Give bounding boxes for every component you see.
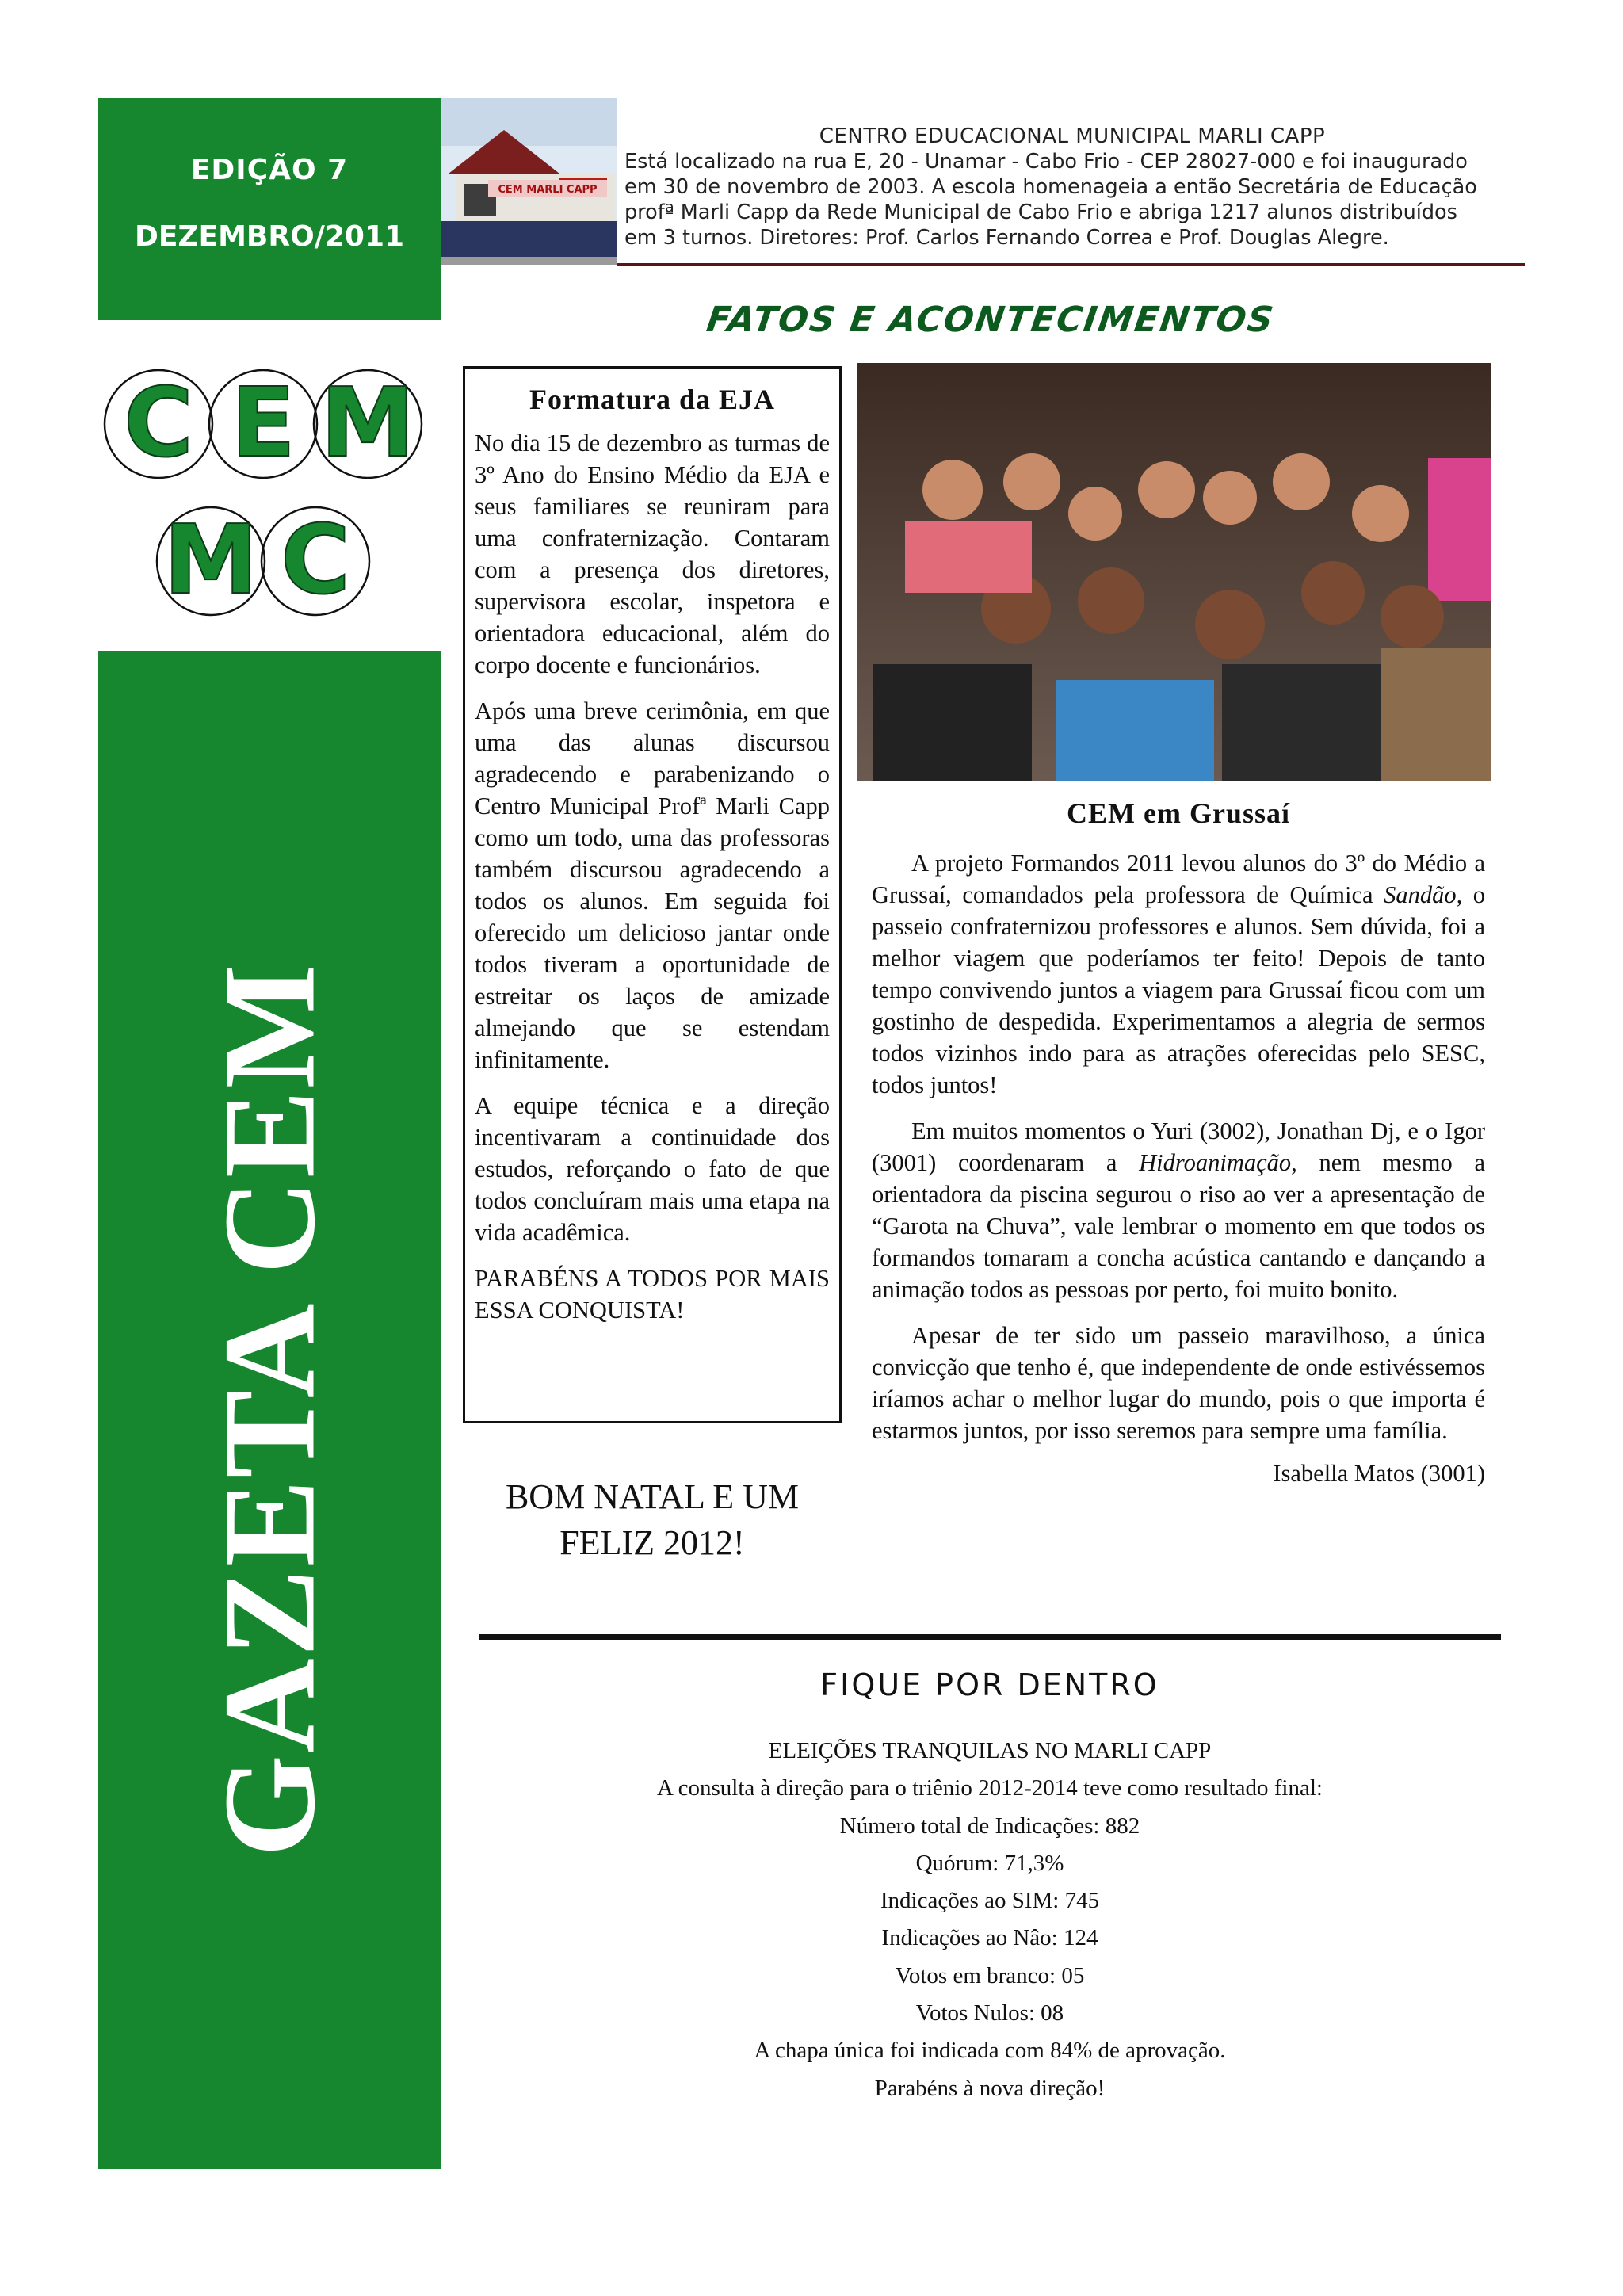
- edition-box: [98, 98, 441, 320]
- masthead-box: [98, 651, 441, 2169]
- eja-article: [463, 366, 842, 1423]
- school-name: CENTRO EDUCACIONAL MUNICIPAL MARLI CAPP: [819, 124, 1326, 148]
- logo-letter-m2: M: [163, 506, 258, 616]
- election-line: Quórum: 71,3%: [915, 1850, 1064, 1876]
- eja-paragraph: PARABÉNS A TODOS POR MAIS ESSA CONQUISTA!: [475, 1265, 830, 1324]
- grussai-text: A projeto Formandos 2011 levou alunos do 3º do Médio a Grussaí, comandados pela professora de Química: [872, 850, 1485, 908]
- christmas-line: FELIZ 2012!: [559, 1523, 745, 1562]
- logo-letter-e1: E: [231, 369, 296, 479]
- election-line: Votos em branco: 05: [895, 1962, 1085, 1988]
- grussai-paragraph: [872, 847, 1485, 1101]
- christmas-message: [463, 1474, 842, 1566]
- grussai-paragraph: [872, 1115, 1485, 1305]
- cem-logo: [98, 349, 441, 634]
- school-info: [624, 124, 1520, 250]
- election-line: Parabéns à nova direção!: [874, 2075, 1106, 2101]
- grussai-paragraph: Apesar de ter sido um passeio maravilhoso, a única convicção que tenho é, que independente de onde estivéssemos iríamos achar o melhor lugar do mundo, pois o que importa é estarmos juntos, por isso seremos para sempre uma família.: [872, 1322, 1485, 1444]
- edition-number: EDIÇÃO 7: [190, 154, 349, 186]
- grussai-article-title: CEM em Grussaí: [1067, 797, 1290, 829]
- election-line: Votos Nulos: 08: [915, 2000, 1064, 2027]
- grussai-text: o passeio confraternizou professores e alunos. Sem dúvida, foi a melhor viagem que poderíamos ter feito! Depois de tanto tempo convivendo juntos a viagem para Grussaí ficou com um gostinho de despedida. Experimentamos a alegria de sermos todos vizinhos indo para as atrações oferecidas pelo SESC, todos juntos!: [872, 881, 1485, 1098]
- election-line: Indicações ao Nâo: 124: [881, 1925, 1098, 1951]
- eja-paragraph: A equipe técnica e a direção incentivaram a continuidade dos estudos, reforçando o fato de que todos concluíram mais uma etapa na vida acadêmica.: [475, 1092, 830, 1246]
- fique-por-dentro-title: FIQUE POR DENTRO: [820, 1668, 1159, 1702]
- article-author: Isabella Matos (3001): [1273, 1460, 1485, 1487]
- section-title: FATOS E ACONTECIMENTOS: [704, 300, 1277, 340]
- grussai-emphasis: Sandão,: [1384, 881, 1463, 908]
- christmas-line: BOM NATAL E UM: [505, 1477, 800, 1516]
- header-divider: [617, 263, 1525, 266]
- election-results: [479, 1733, 1501, 2107]
- eja-article-title: Formatura da EJA: [529, 384, 775, 415]
- school-info-line: em 30 de novembro de 2003. A escola homenageia a então Secretária de Educação: [624, 175, 1477, 199]
- grussai-article: [872, 797, 1485, 1503]
- school-photo: [441, 98, 617, 265]
- school-info-line: profª Marli Capp da Rede Municipal de Cabo Frio e abriga 1217 alunos distribuídos: [624, 201, 1457, 224]
- election-line: Indicações ao SIM: 745: [880, 1888, 1100, 1914]
- logo-letter-c2: C: [280, 506, 351, 616]
- school-info-line: em 3 turnos. Diretores: Prof. Carlos Fernando Correa e Prof. Douglas Alegre.: [624, 226, 1389, 250]
- bottom-divider: [479, 1634, 1501, 1640]
- logo-letter-m1: M: [320, 369, 415, 479]
- grussai-text: , nem mesmo a orientadora da piscina segurou o riso ao ver a apresentação de “Garota na Chuva”, vale lembrar o momento em que todos os formandos tomaram a concha acústica cantando e dançando a animação todos as pessoas por perto, foi muito bonito.: [872, 1149, 1485, 1303]
- election-line: A consulta à direção para o triênio 2012-2014 teve como resultado final:: [657, 1775, 1323, 1801]
- logo-letter-c1: C: [123, 369, 194, 479]
- election-line: Número total de Indicações: 882: [839, 1813, 1140, 1839]
- school-sign-text: CEM MARLI CAPP: [498, 184, 598, 196]
- school-info-line: Está localizado na rua E, 20 - Unamar - Cabo Frio - CEP 28027-000 e foi inaugurado: [624, 150, 1468, 174]
- election-line: A chapa única foi indicada com 84% de aprovação.: [754, 2038, 1226, 2064]
- grussai-emphasis: Hidroanimação: [1139, 1149, 1292, 1176]
- eja-paragraph: Após uma breve cerimônia, em que uma das alunas discursou agradecendo e parabenizando o Centro Municipal Profª Marli Capp como um todo, uma das professoras também discursou agradecendo a todos os alunos. Em seguida foi oferecido um delicioso jantar onde todos tiveram a oportunidade de estreitar os laços de amizade almejando que se estendam infinitamente.: [475, 697, 830, 1073]
- party-photo: [857, 363, 1491, 781]
- masthead-title: GAZETA CEM: [196, 962, 342, 1858]
- grussai-text: Em muitos momentos o Yuri (3002), Jonathan Dj, e o Igor (3001) coordenaram a: [872, 1117, 1485, 1176]
- election-line: ELEIÇÕES TRANQUILAS NO MARLI CAPP: [768, 1738, 1212, 1763]
- eja-paragraph: No dia 15 de dezembro as turmas de 3º Ano do Ensino Médio da EJA e seus familiares se reuniram para uma confraternização. Contaram com a presença dos diretores, supervisora escolar, inspetora e orientadora educacional, além do corpo docente e funcionários.: [475, 430, 830, 678]
- edition-date: DEZEMBRO/2011: [134, 220, 405, 253]
